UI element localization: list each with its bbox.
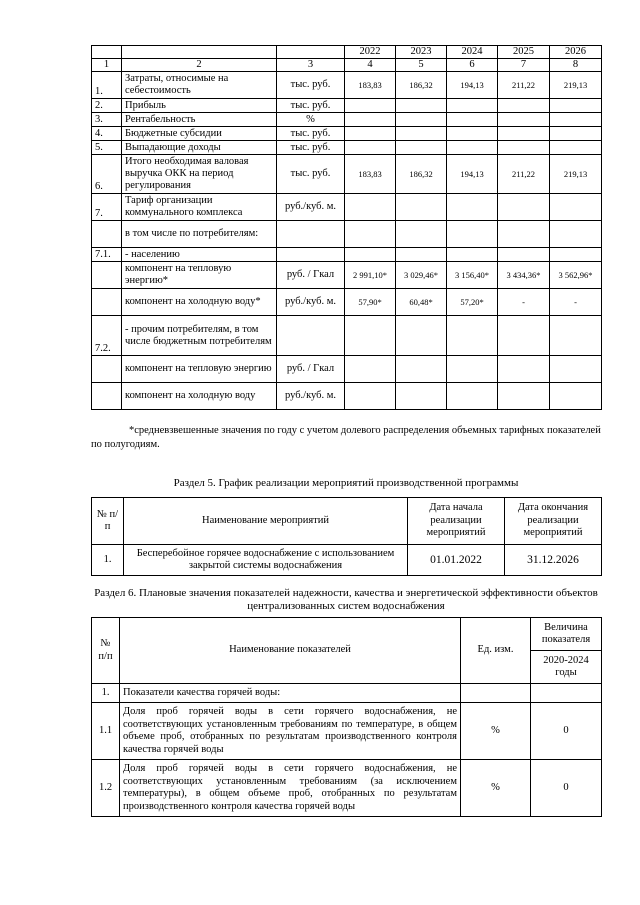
row-value — [345, 127, 396, 141]
row-num: 7.1. — [92, 248, 122, 262]
row-num: 2. — [92, 99, 122, 113]
row-value — [396, 99, 447, 113]
column-number: 8 — [550, 59, 602, 72]
row-value — [550, 194, 602, 221]
num-header: № п/п — [92, 498, 124, 545]
year-header: 2023 — [396, 46, 447, 59]
row-num: 1.2 — [92, 760, 120, 817]
row-unit: руб./куб. м. — [277, 289, 345, 316]
indicator-value: 0 — [531, 703, 602, 760]
row-value — [396, 383, 447, 410]
column-number: 3 — [277, 59, 345, 72]
row-unit: тыс. руб. — [277, 99, 345, 113]
row-value — [498, 383, 550, 410]
row-value — [447, 113, 498, 127]
row-value — [550, 316, 602, 356]
section6-title: Раздел 6. Плановые значения показателей надежности, качества и энергетической эффективности объектов централизованных систем водоснабжения — [94, 587, 598, 612]
row-value: 2 991,10* — [345, 262, 396, 289]
row-value: 186,32 — [396, 155, 447, 194]
year-header: 2022 — [345, 46, 396, 59]
start-date: 01.01.2022 — [408, 545, 505, 576]
indicator-name: Доля проб горячей воды в сети горячего водоснабжения, не соответствующих установленным требованиям (за исключением температуры), в общем объеме проб, отобранных по результатам производственного контроля качества горячей воды — [120, 760, 461, 817]
name-header: Наименование показателей — [120, 618, 461, 684]
row-value: 219,13 — [550, 72, 602, 99]
row-value: - — [498, 289, 550, 316]
row-unit: тыс. руб. — [277, 72, 345, 99]
table-row — [92, 684, 602, 703]
row-name: Затраты, относимые на себестоимость — [122, 72, 277, 99]
row-value — [396, 356, 447, 383]
row-value — [345, 141, 396, 155]
row-num: 7. — [92, 194, 122, 221]
num-header: № п/п — [92, 618, 120, 684]
row-num — [92, 221, 122, 248]
row-unit: тыс. руб. — [277, 155, 345, 194]
tariff-table — [91, 45, 602, 410]
table-row — [92, 127, 602, 141]
row-value: 194,13 — [447, 155, 498, 194]
row-value — [550, 141, 602, 155]
footnote-text: *средневзвешенные значения по году с учетом долевого распределения объемных тарифных показателей по полугодиям. — [91, 425, 601, 450]
row-num: 7.2. — [92, 316, 122, 356]
value-header: Величина показателя — [531, 618, 602, 651]
row-value — [498, 316, 550, 356]
row-num — [92, 262, 122, 289]
row-value: 211,22 — [498, 72, 550, 99]
table-row — [92, 760, 602, 817]
indicator-name: Доля проб горячей воды в сети горячего водоснабжения, не соответствующих установленным требованиям по температуре, в общем объеме проб, отобранных по результатам производственного контроля качества горячей воды — [120, 703, 461, 760]
row-unit — [277, 316, 345, 356]
row-name: Выпадающие доходы — [122, 141, 277, 155]
table-row — [92, 703, 602, 760]
measure-name: Бесперебойное горячее водоснабжение с использованием закрытой системы водоснабжения — [124, 545, 408, 576]
row-name: Рентабельность — [122, 113, 277, 127]
indicators-header-row — [92, 618, 602, 651]
name-header: Наименование мероприятий — [124, 498, 408, 545]
column-number: 2 — [122, 59, 277, 72]
year-header: 2026 — [550, 46, 602, 59]
row-unit: руб./куб. м. — [277, 194, 345, 221]
row-value — [550, 221, 602, 248]
row-value: 57,20* — [447, 289, 498, 316]
row-value — [498, 248, 550, 262]
row-value — [498, 141, 550, 155]
table-row — [92, 99, 602, 113]
row-value — [447, 194, 498, 221]
row-value: 183,83 — [345, 155, 396, 194]
row-value: 186,32 — [396, 72, 447, 99]
row-value: 183,83 — [345, 72, 396, 99]
column-number: 4 — [345, 59, 396, 72]
row-value — [447, 221, 498, 248]
row-value — [498, 113, 550, 127]
row-value: 3 029,46* — [396, 262, 447, 289]
row-unit: руб./куб. м. — [277, 383, 345, 410]
table-row — [92, 383, 602, 410]
row-unit: тыс. руб. — [277, 127, 345, 141]
column-number: 1 — [92, 59, 122, 72]
row-value — [550, 99, 602, 113]
row-value — [345, 356, 396, 383]
row-name: Бюджетные субсидии — [122, 127, 277, 141]
row-name: компонент на тепловую энергию — [122, 356, 277, 383]
row-unit: руб. / Гкал — [277, 262, 345, 289]
row-value — [498, 221, 550, 248]
measures-table — [91, 497, 602, 576]
row-value — [396, 316, 447, 356]
row-value — [498, 99, 550, 113]
row-value — [345, 221, 396, 248]
row-value: 3 562,96* — [550, 262, 602, 289]
row-name: компонент на холодную воду — [122, 383, 277, 410]
table-row — [92, 194, 602, 221]
row-name: компонент на холодную воду* — [122, 289, 277, 316]
row-value: 60,48* — [396, 289, 447, 316]
row-num — [92, 383, 122, 410]
row-value — [396, 248, 447, 262]
row-num: 5. — [92, 141, 122, 155]
row-name: компонент на тепловую энергию* — [122, 262, 277, 289]
row-value: 219,13 — [550, 155, 602, 194]
row-value: - — [550, 289, 602, 316]
row-value — [447, 99, 498, 113]
row-value: 3 434,36* — [498, 262, 550, 289]
row-num — [92, 356, 122, 383]
table-row — [92, 316, 602, 356]
row-value — [396, 141, 447, 155]
end-date: 31.12.2026 — [505, 545, 602, 576]
row-value: 57,90* — [345, 289, 396, 316]
indicator-unit — [461, 684, 531, 703]
row-value — [447, 141, 498, 155]
row-value: 3 156,40* — [447, 262, 498, 289]
row-value — [447, 248, 498, 262]
measures-header-row — [92, 498, 602, 545]
row-unit: руб. / Гкал — [277, 356, 345, 383]
year-header: 2024 — [447, 46, 498, 59]
table-row — [92, 262, 602, 289]
start-header: Дата начала реализации мероприятий — [408, 498, 505, 545]
row-name: - прочим потребителям, в том числе бюджетным потребителям — [122, 316, 277, 356]
row-name: - населению — [122, 248, 277, 262]
row-unit — [277, 248, 345, 262]
indicators-table — [91, 617, 602, 817]
section5-title: Раздел 5. График реализации мероприятий производственной программы — [173, 477, 519, 489]
unit-header: Ед. изм. — [461, 618, 531, 684]
indicator-unit: % — [461, 760, 531, 817]
year-header-row — [92, 46, 602, 59]
row-unit: тыс. руб. — [277, 141, 345, 155]
row-value — [550, 113, 602, 127]
row-num: 1. — [92, 684, 120, 703]
row-num: 4. — [92, 127, 122, 141]
indicator-unit: % — [461, 703, 531, 760]
row-value: 211,22 — [498, 155, 550, 194]
period-header: 2020-2024 годы — [531, 651, 602, 684]
table-row — [92, 113, 602, 127]
table-row — [92, 545, 602, 576]
row-num: 6. — [92, 155, 122, 194]
row-value — [447, 316, 498, 356]
row-value — [345, 99, 396, 113]
row-value — [345, 248, 396, 262]
table-row — [92, 356, 602, 383]
table-row — [92, 155, 602, 194]
indicator-value: 0 — [531, 760, 602, 817]
row-num: 3. — [92, 113, 122, 127]
row-value — [345, 194, 396, 221]
row-unit: % — [277, 113, 345, 127]
indicator-name: Показатели качества горячей воды: — [120, 684, 461, 703]
row-value — [550, 356, 602, 383]
column-number: 7 — [498, 59, 550, 72]
row-num: 1. — [92, 72, 122, 99]
table-row — [92, 72, 602, 99]
row-name: Итого необходимая валовая выручка ОКК на период регулирования — [122, 155, 277, 194]
table-row — [92, 289, 602, 316]
row-value — [345, 383, 396, 410]
row-value: 194,13 — [447, 72, 498, 99]
row-unit — [277, 221, 345, 248]
row-num: 1.1 — [92, 703, 120, 760]
table-row — [92, 221, 602, 248]
column-number: 6 — [447, 59, 498, 72]
row-value — [396, 113, 447, 127]
row-value — [447, 383, 498, 410]
column-number-row — [92, 59, 602, 72]
indicator-value — [531, 684, 602, 703]
row-value — [345, 316, 396, 356]
row-value — [447, 127, 498, 141]
column-number: 5 — [396, 59, 447, 72]
row-value — [498, 127, 550, 141]
row-value — [498, 194, 550, 221]
end-header: Дата окончания реализации мероприятий — [505, 498, 602, 545]
row-value — [345, 113, 396, 127]
row-value — [498, 356, 550, 383]
row-value — [550, 383, 602, 410]
row-name: Тариф организации коммунального комплекса — [122, 194, 277, 221]
row-value — [550, 248, 602, 262]
table-row — [92, 248, 602, 262]
year-header: 2025 — [498, 46, 550, 59]
row-value — [447, 356, 498, 383]
row-name: в том числе по потребителям: — [122, 221, 277, 248]
row-value — [396, 221, 447, 248]
row-value — [396, 194, 447, 221]
table-row — [92, 141, 602, 155]
row-name: Прибыль — [122, 99, 277, 113]
row-value — [550, 127, 602, 141]
row-num: 1. — [92, 545, 124, 576]
row-value — [396, 127, 447, 141]
footnote — [91, 424, 606, 452]
row-num — [92, 289, 122, 316]
